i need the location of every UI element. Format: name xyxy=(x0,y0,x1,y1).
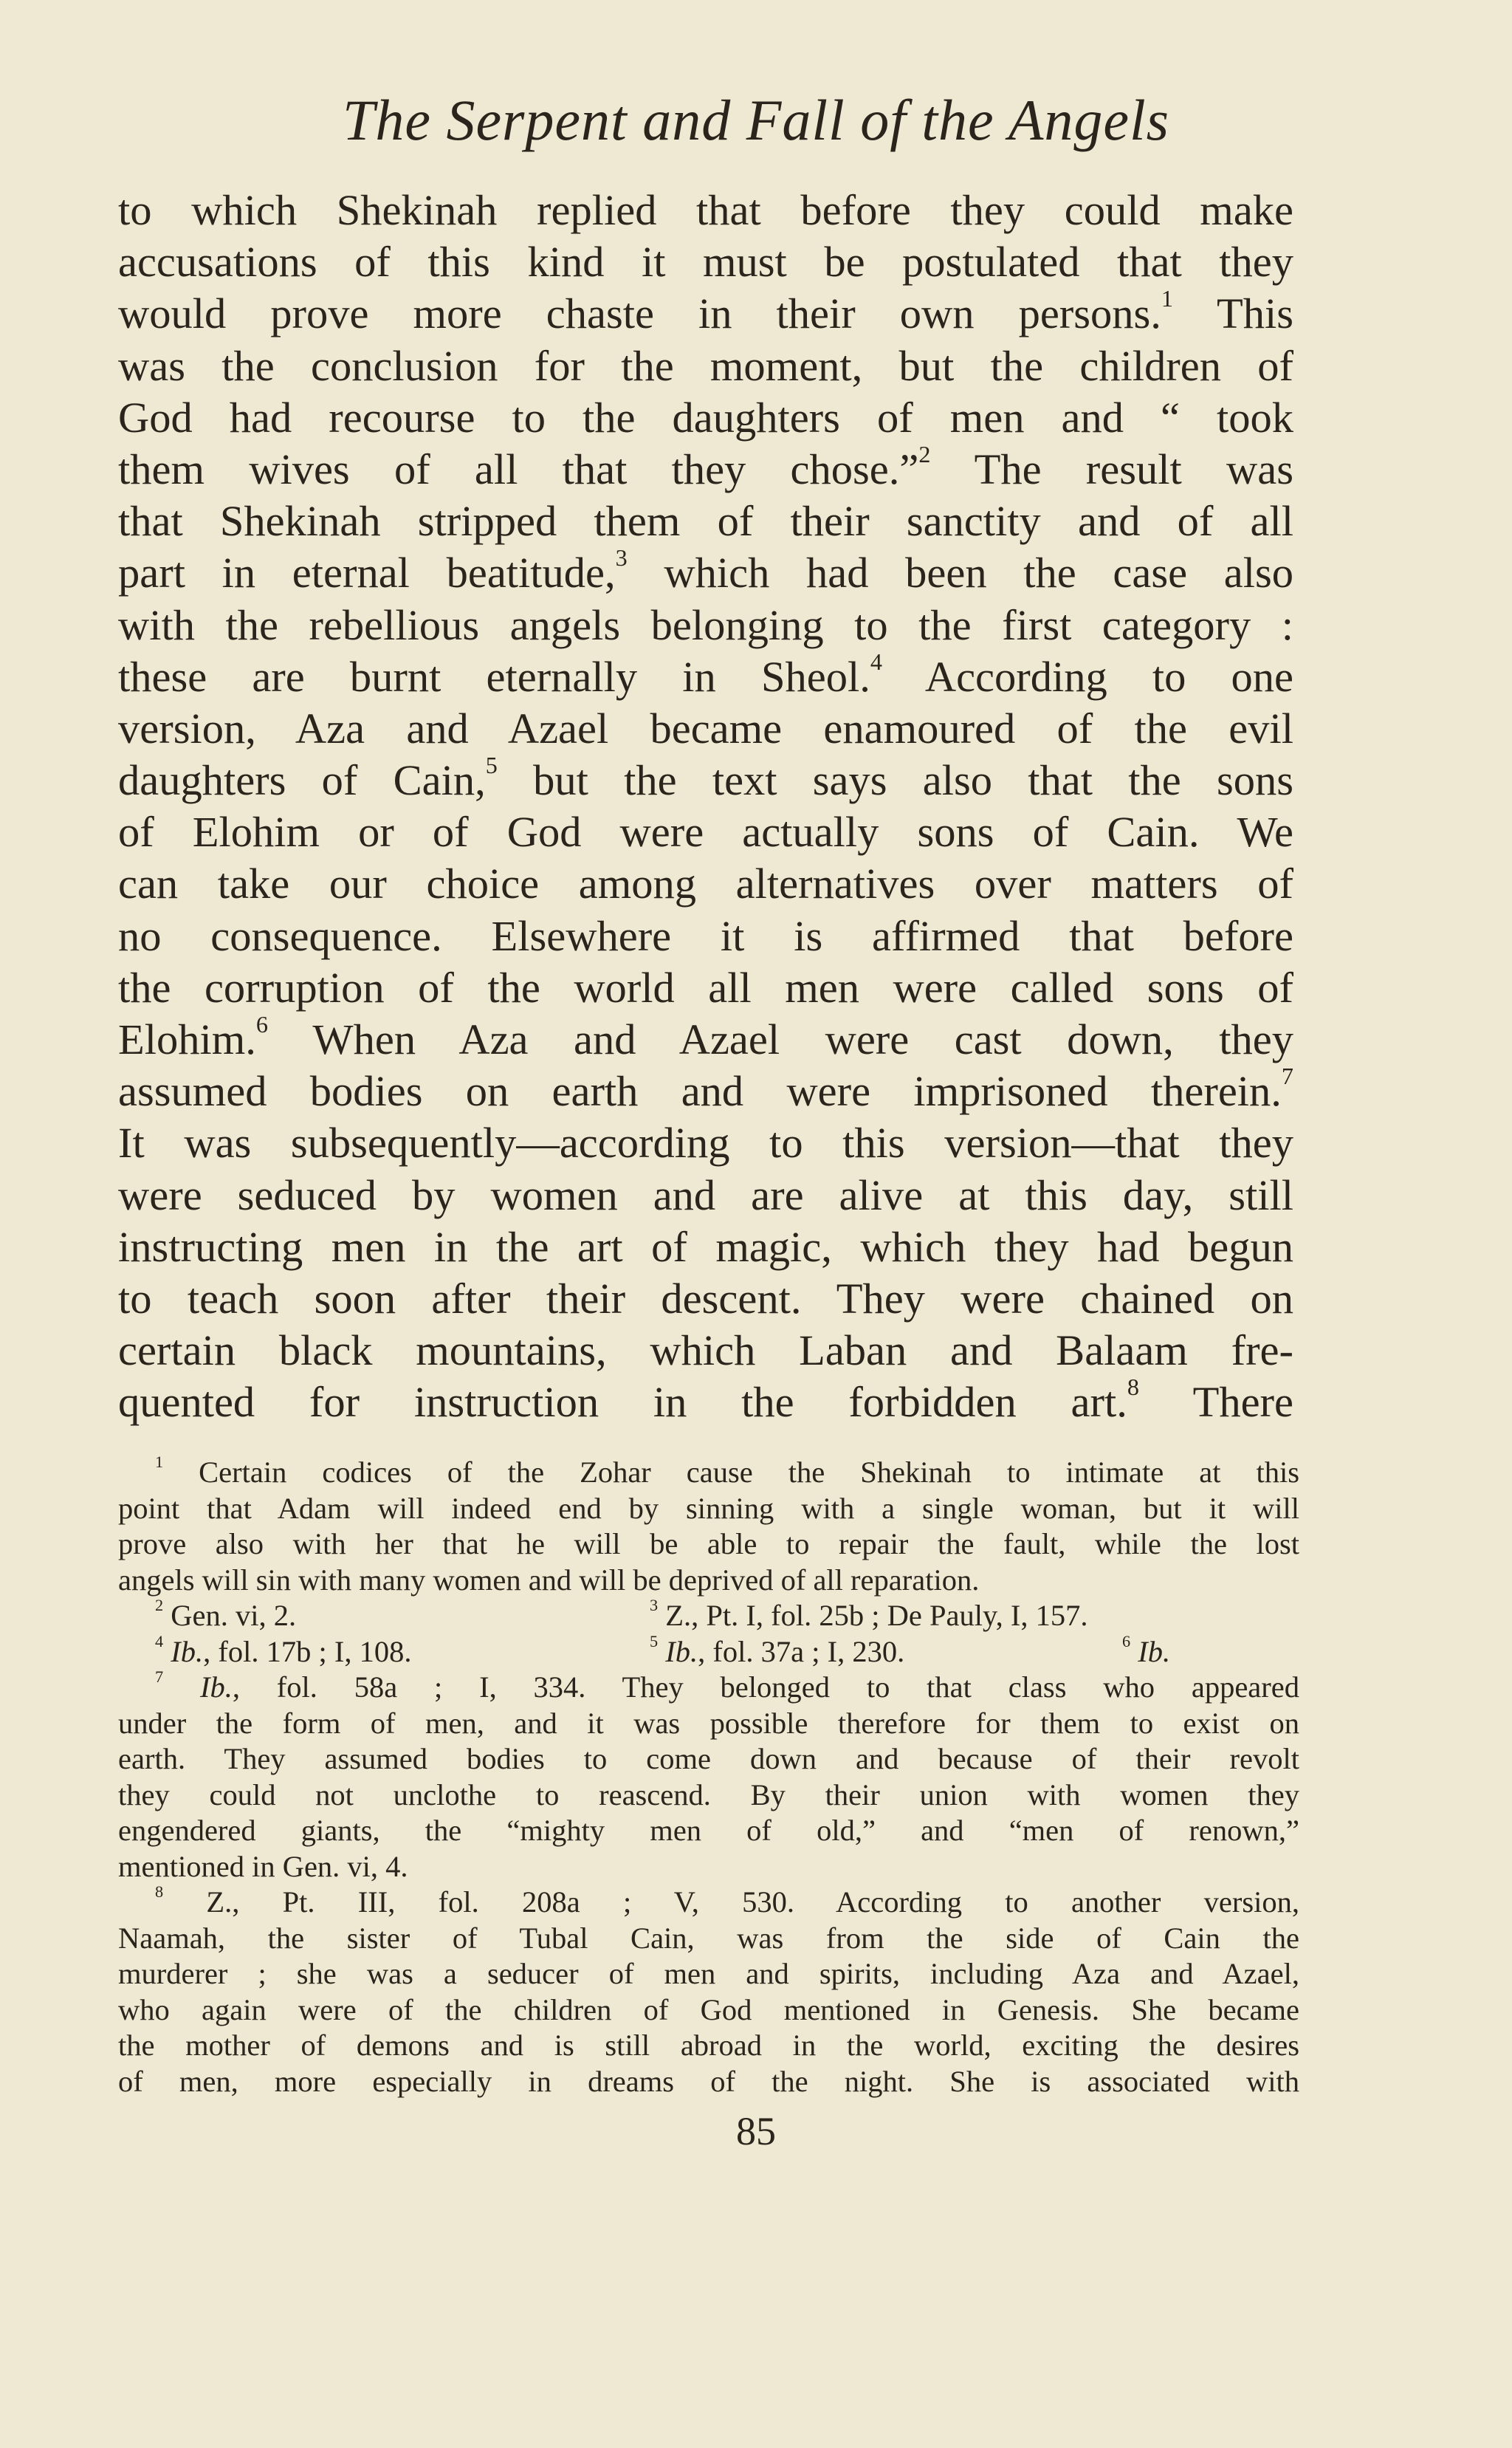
footnote-ref: 6 xyxy=(255,1011,268,1038)
body-line: certain black mountains, which Laban and Balaam fre- xyxy=(118,1326,1293,1375)
footnote-ref: 3 xyxy=(615,544,628,572)
footnote-refs-row xyxy=(118,1595,1299,1634)
body-line: It was subsequently—according to this version—that they xyxy=(118,1119,1293,1168)
footnote-line: under the form of men, and it was possible therefore for them to exist on xyxy=(118,1706,1299,1740)
body-line: God had recourse to the daughters of men and “ took xyxy=(118,393,1293,442)
body-line: instructing men in the art of magic, which they had begun xyxy=(118,1222,1293,1271)
footnote-line: murderer ; she was a seducer of men and spirits, including Aza and Azael, xyxy=(118,1957,1299,1990)
footnote-line: $^8$ Z., Pt. III, fol. 208a ; V, 530. According to another version, xyxy=(155,1882,1299,1919)
footnote-line: point that Adam will indeed end by sinning with a single woman, but it will xyxy=(118,1491,1299,1525)
body-line: was the conclusion for the moment, but the children of xyxy=(118,341,1293,390)
body-line: to teach soon after their descent. They were chained on xyxy=(118,1274,1293,1323)
footnote-line: who again were of the children of God mentioned in Genesis. She became xyxy=(118,1992,1299,2026)
footnote-ref: 1 xyxy=(1161,285,1173,312)
body-line: accusations of this kind it must be postulated that they xyxy=(118,238,1293,287)
footnotes xyxy=(118,1452,1299,2099)
body-line: these are burnt eternally in Sheol.$^4$ According to one xyxy=(118,648,1293,701)
footnote-line: prove also with her that he will be able to repair the fault, while the lost xyxy=(118,1527,1299,1560)
body-line: of Elohim or of God were actually sons of Cain. We xyxy=(118,808,1293,857)
footnote-ref: 2 xyxy=(918,440,931,467)
page-number: 85 xyxy=(736,2109,776,2153)
footnote-mark: 1 xyxy=(155,1452,164,1471)
body-line: can take our choice among alternatives over matters of xyxy=(118,860,1293,908)
footnote-line: the mother of demons and is still abroad in the world, exciting the desires xyxy=(118,2029,1299,2062)
body-line: them wives of all that they chose.”$^2$ The result was xyxy=(118,440,1293,493)
body-line: that Shekinah stripped them of their sanctity and of all xyxy=(118,497,1293,546)
footnote-ref: 4 xyxy=(870,648,882,675)
body-line: part in eternal beatitude,$^3$ which had been the case also xyxy=(118,544,1293,597)
body-line: would prove more chaste in their own persons.$^1$ This xyxy=(118,285,1293,338)
footnote-line: mentioned in Gen. vi, 4. xyxy=(118,1849,408,1883)
footnote-line: $^7$ Ib., fol. 58a ; I, 334. They belonged to that class who appeared xyxy=(155,1667,1299,1704)
body-line: Elohim.$^6$ When Aza and Azael were cast down, they xyxy=(118,1011,1293,1063)
running-head: The Serpent and Fall of the Angels xyxy=(342,88,1170,152)
body-line: with the rebellious angels belonging to the first category : xyxy=(118,600,1293,649)
footnote-line: $^1$ Certain codices of the Zohar cause the Shekinah to intimate at this xyxy=(155,1452,1299,1489)
footnote-mark: 7 xyxy=(155,1667,164,1686)
footnote-5: $^5$ Ib., fol. 37a ; I, 230. xyxy=(650,1631,905,1668)
footnote-refs-row xyxy=(118,1631,1299,1670)
footnote-3: $^3$ Z., Pt. I, fol. 25b ; De Pauly, I, 157. xyxy=(650,1595,1088,1632)
body-line: version, Aza and Azael became enamoured of the evil xyxy=(118,704,1293,752)
footnote-line: engendered giants, the “mighty men of old,” and “men of renown,” xyxy=(118,1814,1299,1847)
footnote-line: Naamah, the sister of Tubal Cain, was from the side of Cain the xyxy=(118,1921,1299,1955)
footnote-2: $^2$ Gen. vi, 2. xyxy=(155,1595,297,1632)
body-line: daughters of Cain,$^5$ but the text says also that the sons xyxy=(118,752,1293,805)
body-text xyxy=(118,185,1293,1429)
footnote-line: angels will sin with many women and will be deprived of all reparation. xyxy=(118,1563,980,1597)
footnote-line: they could not unclothe to reascend. By their union with women they xyxy=(118,1777,1299,1811)
footnote-line: of men, more especially in dreams of the night. She is associated with xyxy=(118,2064,1299,2098)
body-line: assumed bodies on earth and were imprisoned therein.$^7$ xyxy=(118,1063,1293,1116)
body-line: quented for instruction in the forbidden art.$^8$ There xyxy=(118,1374,1293,1427)
footnote-ref: 8 xyxy=(1127,1374,1139,1401)
footnote-4: $^4$ Ib., fol. 17b ; I, 108. xyxy=(155,1631,412,1668)
body-line: to which Shekinah replied that before they could make xyxy=(118,186,1293,234)
footnote-line: earth. They assumed bodies to come down and because of their revolt xyxy=(118,1742,1299,1775)
footnote-ref: 7 xyxy=(1281,1063,1293,1090)
body-line: the corruption of the world all men were called sons of xyxy=(118,963,1293,1012)
footnote-ref: 5 xyxy=(485,752,498,779)
footnote-mark: 8 xyxy=(155,1882,164,1901)
footnote-6: $^6$ Ib. xyxy=(1122,1631,1171,1668)
body-line: no consequence. Elsewhere it is affirmed that before xyxy=(118,911,1293,960)
body-line: were seduced by women and are alive at this day, still xyxy=(118,1170,1293,1219)
